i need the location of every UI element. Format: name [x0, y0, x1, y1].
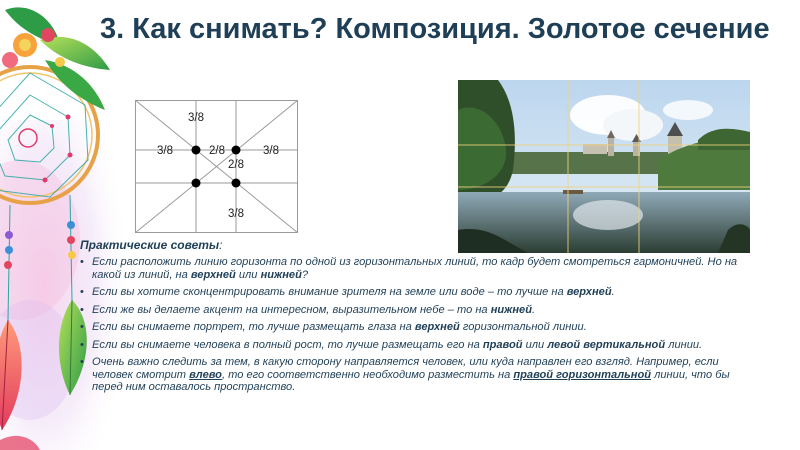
intersection-dot [232, 179, 241, 188]
intersection-dot [192, 179, 201, 188]
tip-item: • Если расположить линию горизонта по одной из горизонтальных линий, то кадр будет смотреться гармоничней. Но на какой из линий, на верхней или нижней? [80, 256, 760, 281]
diagram-label-middle-lower: 2/8 [228, 159, 244, 171]
intersection-dot [232, 146, 241, 155]
tip-item: • Если же вы делаете акцент на интересном, выразительном небе – то на нижней. [80, 304, 760, 317]
diagram-label-top: 3/8 [188, 112, 204, 124]
tip-item: • Если вы снимаете портрет, то лучше размещать глаза на верхней горизонтальной линии. [80, 321, 760, 334]
diagram-label-bottom: 3/8 [228, 208, 244, 220]
tip-item: • Если вы снимаете человека в полный рост, то лучше размещать его на правой или левой вертикальной линии. [80, 339, 760, 352]
tips-heading: Практические советы: [80, 238, 223, 252]
intersection-dot [192, 146, 201, 155]
tips-section [80, 238, 760, 399]
diagram-label-right: 3/8 [263, 145, 279, 157]
diagram-label-left: 3/8 [157, 145, 173, 157]
diagram-label-middle: 2/8 [209, 145, 225, 157]
slide-title: 3. Как снимать? Композиция. Золотое сечение [100, 13, 770, 45]
golden-section-diagram [135, 100, 298, 233]
tips-list [80, 256, 760, 394]
tip-item: • Очень важно следить за тем, в какую сторону направляется человек, или куда направлен его взгляд. Например, если человек смотрит влево, то его соответственно необходимо разместить на правой горизонтальной линии, что бы перед ним оставалось пространство. [80, 356, 760, 394]
river-landscape-photo [458, 80, 750, 253]
tip-item: • Если вы хотите сконцентрировать внимание зрителя на земле или воде – то лучше на верхней. [80, 286, 760, 299]
